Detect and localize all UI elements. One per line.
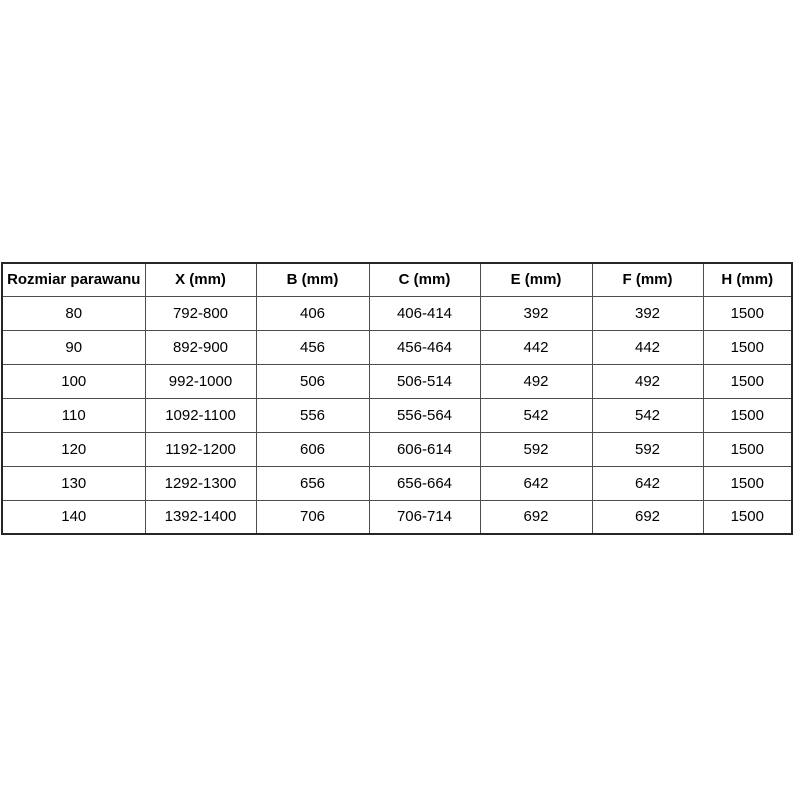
table-cell: 1500 bbox=[703, 296, 792, 330]
table-cell: 592 bbox=[592, 432, 703, 466]
table-cell: 110 bbox=[2, 398, 145, 432]
table-row bbox=[2, 330, 792, 364]
table-cell: 1500 bbox=[703, 432, 792, 466]
column-header-e-mm: E (mm) bbox=[480, 263, 592, 296]
table-cell: 1500 bbox=[703, 398, 792, 432]
table-row bbox=[2, 432, 792, 466]
table-row bbox=[2, 364, 792, 398]
table-cell: 492 bbox=[480, 364, 592, 398]
table-cell: 606-614 bbox=[369, 432, 480, 466]
table-cell: 456 bbox=[256, 330, 369, 364]
table-cell: 542 bbox=[592, 398, 703, 432]
table-cell: 656-664 bbox=[369, 466, 480, 500]
table-cell: 80 bbox=[2, 296, 145, 330]
table-cell: 90 bbox=[2, 330, 145, 364]
table-row bbox=[2, 263, 792, 296]
table-cell: 1500 bbox=[703, 466, 792, 500]
table-cell: 456-464 bbox=[369, 330, 480, 364]
table-cell: 692 bbox=[480, 500, 592, 534]
table-cell: 406 bbox=[256, 296, 369, 330]
table-cell: 120 bbox=[2, 432, 145, 466]
table-cell: 392 bbox=[480, 296, 592, 330]
table-row bbox=[2, 500, 792, 534]
table-cell: 100 bbox=[2, 364, 145, 398]
table-cell: 1192-1200 bbox=[145, 432, 256, 466]
column-header-b-mm: B (mm) bbox=[256, 263, 369, 296]
table-cell: 556 bbox=[256, 398, 369, 432]
table-cell: 992-1000 bbox=[145, 364, 256, 398]
table-cell: 642 bbox=[480, 466, 592, 500]
table-cell: 442 bbox=[592, 330, 703, 364]
table-cell: 492 bbox=[592, 364, 703, 398]
table-cell: 1500 bbox=[703, 500, 792, 534]
table-cell: 892-900 bbox=[145, 330, 256, 364]
table-cell: 692 bbox=[592, 500, 703, 534]
table-cell: 506-514 bbox=[369, 364, 480, 398]
table-cell: 506 bbox=[256, 364, 369, 398]
table-cell: 1500 bbox=[703, 364, 792, 398]
column-header-h-mm: H (mm) bbox=[703, 263, 792, 296]
table-cell: 140 bbox=[2, 500, 145, 534]
table-cell: 1392-1400 bbox=[145, 500, 256, 534]
table-cell: 606 bbox=[256, 432, 369, 466]
table-cell: 1092-1100 bbox=[145, 398, 256, 432]
table-row bbox=[2, 466, 792, 500]
table-cell: 592 bbox=[480, 432, 592, 466]
table-header-row bbox=[2, 263, 792, 296]
column-header-rozmiar-parawanu: Rozmiar parawanu bbox=[2, 263, 145, 296]
table-cell: 1292-1300 bbox=[145, 466, 256, 500]
table-cell: 442 bbox=[480, 330, 592, 364]
column-header-x-mm: X (mm) bbox=[145, 263, 256, 296]
table-row bbox=[2, 398, 792, 432]
table-cell: 406-414 bbox=[369, 296, 480, 330]
table-cell: 556-564 bbox=[369, 398, 480, 432]
table-cell: 130 bbox=[2, 466, 145, 500]
size-spec-table-container bbox=[1, 262, 791, 535]
table-row bbox=[2, 296, 792, 330]
table-cell: 642 bbox=[592, 466, 703, 500]
size-spec-table bbox=[1, 262, 793, 535]
table-cell: 706-714 bbox=[369, 500, 480, 534]
table-cell: 792-800 bbox=[145, 296, 256, 330]
table-cell: 392 bbox=[592, 296, 703, 330]
table-body bbox=[2, 296, 792, 534]
table-cell: 656 bbox=[256, 466, 369, 500]
table-cell: 1500 bbox=[703, 330, 792, 364]
table-cell: 542 bbox=[480, 398, 592, 432]
column-header-c-mm: C (mm) bbox=[369, 263, 480, 296]
table-cell: 706 bbox=[256, 500, 369, 534]
column-header-f-mm: F (mm) bbox=[592, 263, 703, 296]
